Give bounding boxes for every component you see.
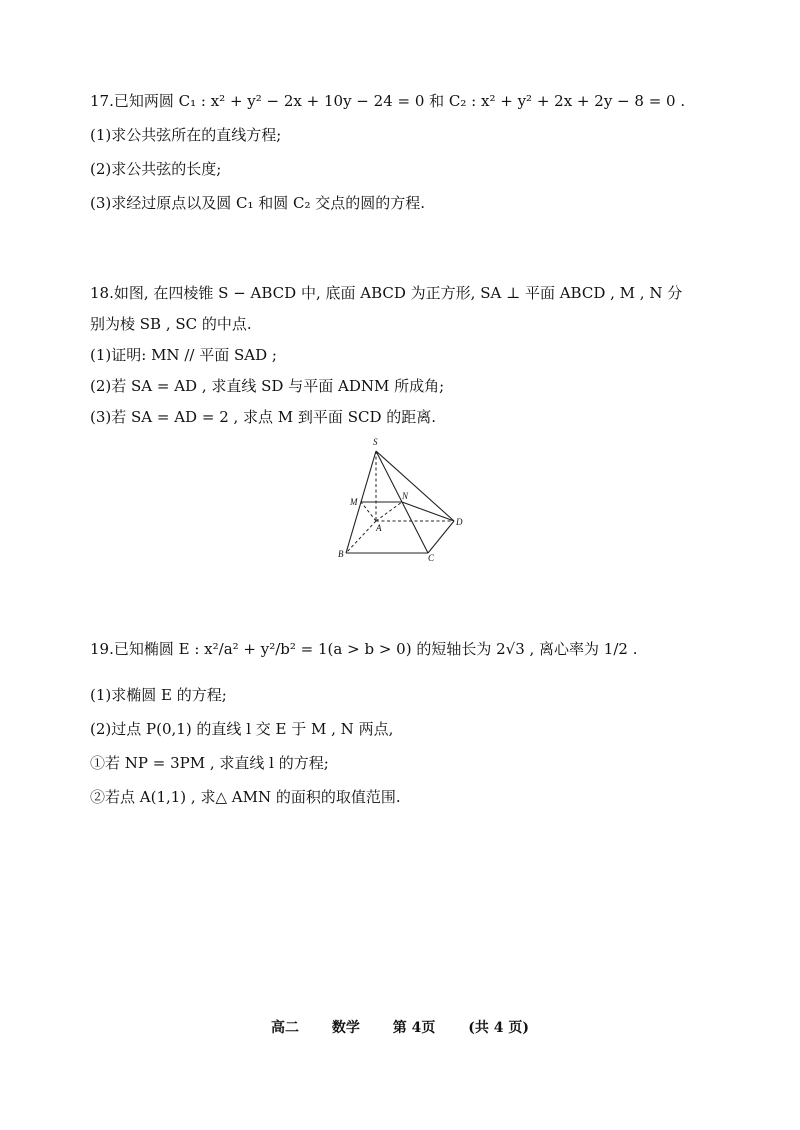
page-footer: [0, 1017, 800, 1037]
label-B: B: [338, 549, 344, 559]
footer-total-pages: (共 4 页): [468, 1020, 529, 1036]
pyramid-figure: [330, 433, 470, 563]
label-D: D: [456, 517, 463, 527]
q18-part3: (3)若 SA = AD = 2 , 求点 M 到平面 SCD 的距离.: [90, 408, 437, 426]
edge-AN-hidden: [376, 502, 402, 521]
q19-stem: 19.已知椭圆 E : x²/a² + y²/b² = 1(a > b > 0) 的短轴长为 2√3 , 离心率为 1/2 .: [90, 640, 638, 658]
q19-part1: (1)求椭圆 E 的方程;: [90, 686, 227, 704]
label-A: A: [376, 523, 382, 533]
label-C: C: [428, 553, 435, 563]
label-N: N: [402, 491, 409, 501]
q18-part2: (2)若 SA = AD , 求直线 SD 与平面 ADNM 所成角;: [90, 377, 445, 395]
edge-CD: [428, 521, 454, 553]
q18-part1: (1)证明: MN // 平面 SAD ;: [90, 346, 277, 364]
q18-stem-line2: 别为棱 SB , SC 的中点.: [90, 315, 252, 333]
q19-part2b: ②若点 A(1,1) , 求△ AMN 的面积的取值范围.: [90, 788, 401, 806]
edge-AM-hidden: [361, 502, 376, 521]
pyramid-diagram: [330, 433, 470, 563]
q17-stem: 17.已知两圆 C₁ : x² + y² − 2x + 10y − 24 = 0 和 C₂ : x² + y² + 2x + 2y − 8 = 0 .: [90, 92, 686, 110]
q17-part2: (2)求公共弦的长度;: [90, 160, 222, 178]
q19-part2: (2)过点 P(0,1) 的直线 l 交 E 于 M , N 两点,: [90, 720, 394, 738]
q18-stem-line1: 18.如图, 在四棱锥 S − ABCD 中, 底面 ABCD 为正方形, SA ⊥ 平面 ABCD , M , N 分: [90, 284, 683, 302]
footer-grade: 高二: [271, 1020, 299, 1036]
footer-page-number: 第 4页: [392, 1020, 436, 1036]
footer-subject: 数学: [331, 1020, 360, 1036]
q17-part3: (3)求经过原点以及圆 C₁ 和圆 C₂ 交点的圆的方程.: [90, 194, 426, 212]
label-M: M: [350, 497, 358, 507]
label-S: S: [373, 437, 378, 447]
q17-part1: (1)求公共弦所在的直线方程;: [90, 126, 282, 144]
q19-part2a: ①若 NP = 3PM , 求直线 l 的方程;: [90, 754, 329, 772]
edge-SD: [376, 451, 454, 521]
